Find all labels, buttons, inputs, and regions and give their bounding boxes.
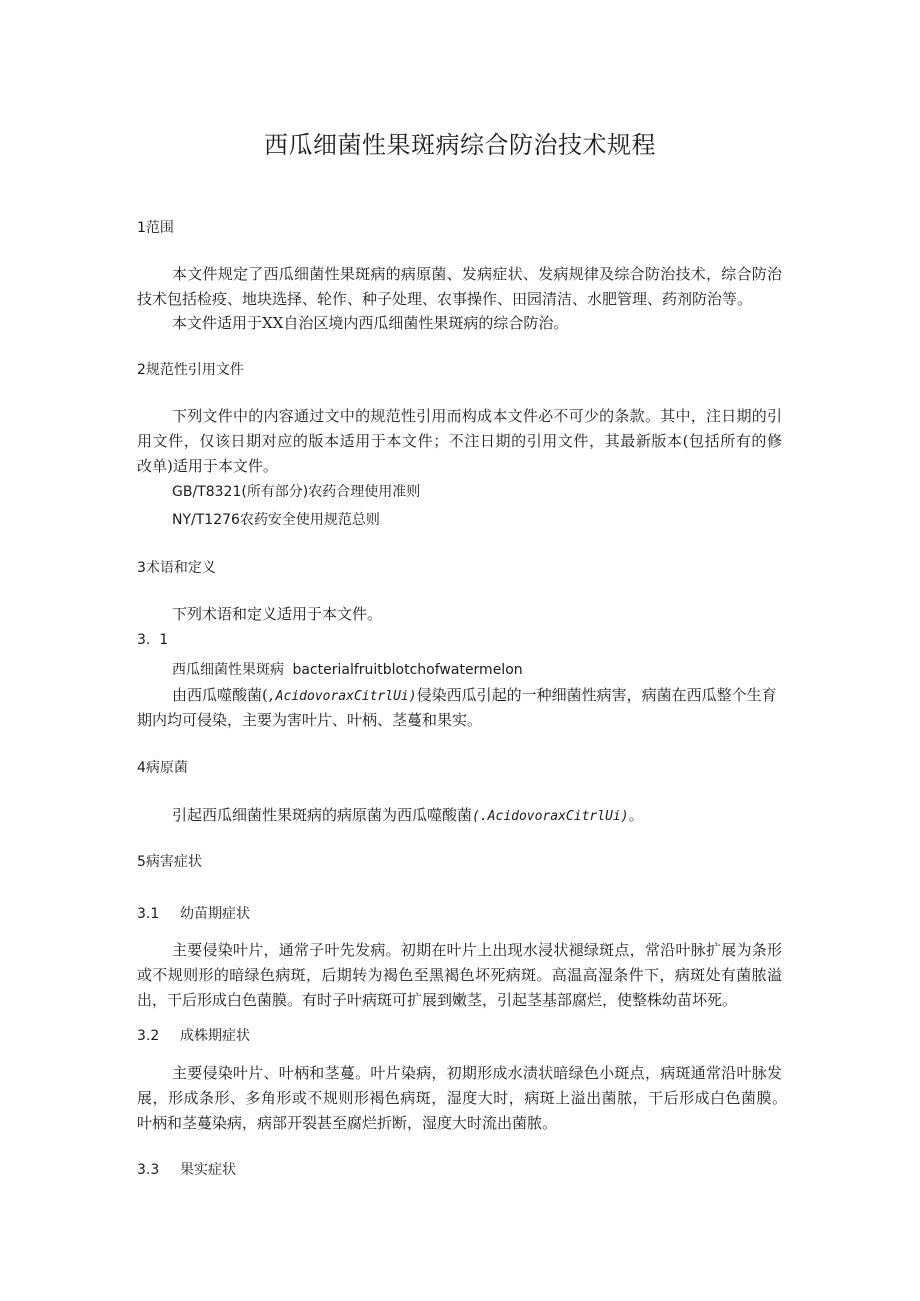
term-definition-suffix: 侵染西瓜引起的一种细菌性病害，病菌在西瓜整个生育: [416, 686, 777, 704]
subsection-3-1-heading: [137, 904, 250, 924]
section-1-paragraph-1-line-1: 本文件规定了西瓜细菌性果斑病的病原菌、发病症状、发病规律及综合防治技术，综合防治: [172, 265, 782, 283]
seedling-symptoms-line-1: 主要侵染叶片，通常子叶先发病。初期在叶片上出现水浸状褪绿斑点，常沿叶脉扩展为条形: [172, 941, 782, 959]
adult-plant-symptoms-line-3: 叶柄和茎蔓染病，病部开裂甚至腐烂折断，湿度大时流出菌脓。: [137, 1114, 558, 1132]
section-4-heading: 4病原菌: [137, 760, 188, 776]
term-english: bacterialfruitblotchofwatermelon: [292, 662, 523, 678]
adult-plant-symptoms-line-1: 主要侵染叶片、叶柄和茎蔓。叶片染病，初期形成水渍状暗绿色小斑点，病斑通常沿叶脉发: [172, 1064, 782, 1082]
subsection-3-2-title: 成株期症状: [180, 1028, 250, 1044]
term-definition-prefix: 由西瓜噬酸菌(: [172, 686, 268, 704]
section-3-heading: 3术语和定义: [137, 560, 216, 576]
section-4-paragraph-end: 。: [628, 806, 644, 824]
section-2-heading: 2规范性引用文件: [137, 362, 244, 378]
subsection-3-3-heading: [137, 1160, 236, 1180]
subsection-3-1-number: 3.1: [137, 906, 160, 922]
section-5-heading: 5病害症状: [137, 854, 202, 870]
subsection-3-2-number: 3.2: [137, 1028, 160, 1044]
seedling-symptoms-line-3: 出，干后形成白色菌膜。有时子叶病斑可扩展到嫩茎，引起茎基部腐烂，使整株幼苗坏死。: [137, 991, 738, 1009]
pathogen-latin-name: ,AcidovoraxCitrlUi): [267, 689, 417, 704]
subsection-3-3-number: 3.3: [137, 1162, 160, 1178]
normative-reference-1: GB/T8321(所有部分)农药合理使用准则: [172, 484, 421, 500]
section-4-paragraph: [172, 805, 644, 827]
document-title: 西瓜细菌性果斑病综合防治技术规程: [264, 131, 656, 159]
subsection-3-1-title: 幼苗期症状: [180, 906, 250, 922]
section-2-paragraph-line-2: 用文件，仅该日期对应的版本适用于本文件；不注日期的引用文件，其最新版本(包括所有的修: [137, 432, 782, 450]
term-entry: [172, 660, 523, 680]
section-1-heading: 1范围: [137, 220, 174, 236]
section-3-intro: 下列术语和定义适用于本文件。: [172, 605, 383, 623]
subsection-3-3-title: 果实症状: [180, 1162, 236, 1178]
normative-reference-2: NY/T1276农药安全使用规范总则: [172, 512, 380, 528]
term-number: 3. 1: [137, 632, 169, 648]
term-chinese: 西瓜细菌性果斑病: [172, 662, 284, 678]
term-definition-line-1: [172, 685, 777, 707]
term-definition-line-2: 期内均可侵染，主要为害叶片、叶柄、茎蔓和果实。: [137, 711, 483, 729]
section-2-paragraph-line-3: 改单)适用于本文件。: [137, 457, 278, 475]
adult-plant-symptoms-line-2: 展，形成条形、多角形或不规则形褐色病斑，湿度大时，病斑上溢出菌脓，干后形成白色菌膜。: [137, 1089, 787, 1107]
subsection-3-2-heading: [137, 1026, 250, 1046]
pathogen-latin-name-2: (.AcidovoraxCitrlUi): [472, 809, 629, 824]
section-1-paragraph-1-line-2: 技术包括检疫、地块选择、轮作、种子处理、农事操作、田园清洁、水肥管理、药剂防治等。: [137, 290, 753, 308]
seedling-symptoms-line-2: 或不规则形的暗绿色病斑，后期转为褐色至黑褐色坏死病斑。高温高湿条件下，病斑处有菌脓溢: [137, 966, 782, 984]
section-2-paragraph-line-1: 下列文件中的内容通过文中的规范性引用而构成本文件必不可少的条款。其中，注日期的引: [172, 407, 782, 425]
section-1-paragraph-2: 本文件适用于XX自治区境内西瓜细菌性果斑病的综合防治。: [172, 314, 569, 332]
section-4-paragraph-text: 引起西瓜细菌性果斑病的病原菌为西瓜噬酸菌: [172, 806, 473, 824]
